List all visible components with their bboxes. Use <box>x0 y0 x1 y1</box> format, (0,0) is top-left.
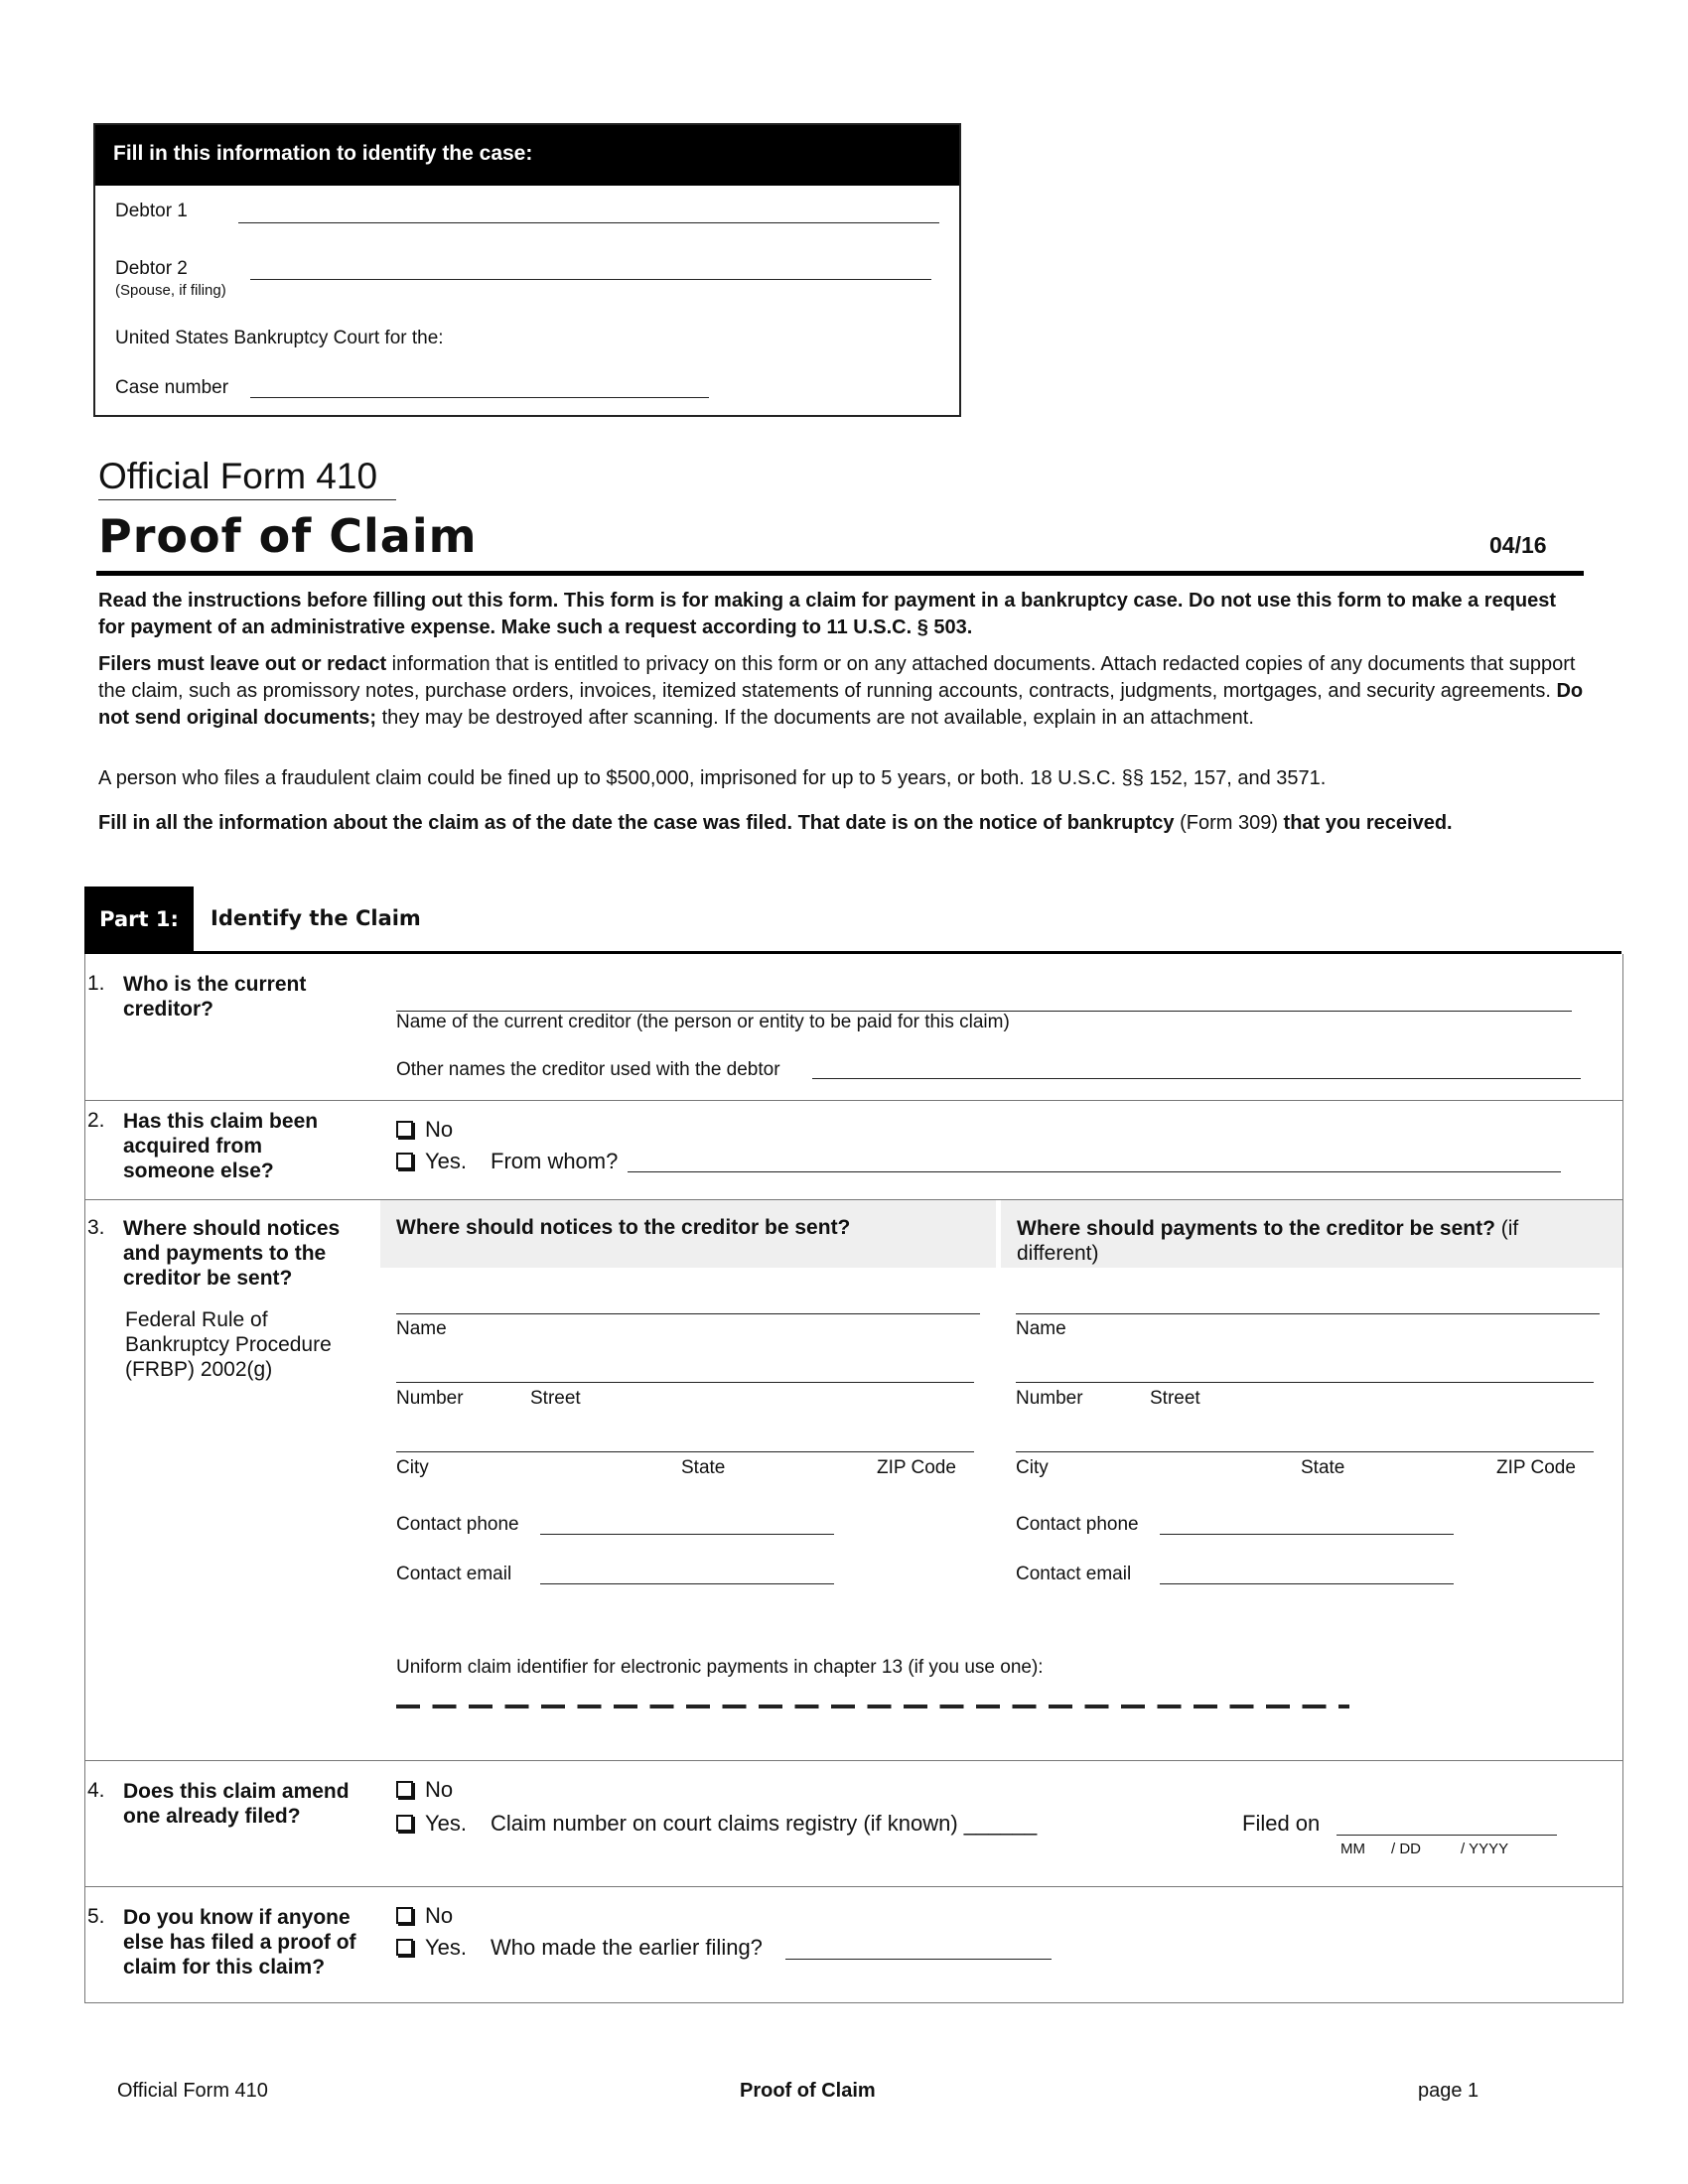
redact-notice: Filers must leave out or redact <box>98 653 387 675</box>
payments-name-label: Name <box>1016 1318 1066 1339</box>
notices-name-label: Name <box>396 1318 447 1339</box>
mm-label: MM <box>1340 1841 1365 1857</box>
q4-text: Does this claim amend one already filed? <box>123 1780 350 1828</box>
q2-yes-checkbox[interactable] <box>396 1153 413 1169</box>
q4-no-checkbox[interactable] <box>396 1781 413 1798</box>
q5-no-option[interactable] <box>396 1903 453 1929</box>
notices-phone-field[interactable] <box>540 1534 834 1535</box>
notices-number-label: Number <box>396 1388 464 1409</box>
q2-yes-option[interactable] <box>396 1149 467 1174</box>
q5-yes-checkbox[interactable] <box>396 1939 413 1956</box>
intro-paragraph-1: Read the instructions before filling out this form. This form is for making a claim for payment in a bankruptcy case. Do not use this form to make a request for payment of an administrative expense. Make such a request according to 11 U.S.C. § 503. <box>98 590 1557 638</box>
notices-header <box>380 1200 996 1268</box>
payments-phone-field[interactable] <box>1160 1534 1454 1535</box>
q5-yes-option[interactable] <box>396 1935 467 1961</box>
payments-email-field[interactable] <box>1160 1583 1454 1584</box>
uniform-claim-field[interactable] <box>396 1705 1349 1708</box>
notices-header-text: Where should notices to the creditor be sent? <box>396 1216 851 1239</box>
payments-phone-label: Contact phone <box>1016 1514 1139 1535</box>
q2-no-option[interactable] <box>396 1117 453 1143</box>
part1-title: Identify the Claim <box>211 906 421 930</box>
court-label: United States Bankruptcy Court for the: <box>115 328 444 348</box>
debtor1-label: Debtor 1 <box>115 201 188 221</box>
q5-no-label: No <box>425 1903 454 1928</box>
q4-number: 4. <box>87 1779 105 1802</box>
notices-city-label: City <box>396 1457 429 1478</box>
q2-text: Has this claim been acquired from someone else? <box>123 1110 319 1182</box>
question-5-row <box>84 1887 1623 2003</box>
q2-no-label: No <box>425 1117 454 1142</box>
q1-text: Who is the current creditor? <box>123 973 307 1021</box>
payments-city-label: City <box>1016 1457 1049 1478</box>
notices-street-field[interactable] <box>396 1382 974 1383</box>
earlier-filing-label: Who made the earlier filing? <box>491 1935 763 1960</box>
title-rule <box>96 571 1584 576</box>
uniform-claim-label: Uniform claim identifier for electronic payments in chapter 13 (if you use one): <box>396 1657 1044 1678</box>
q4-yes-option[interactable] <box>396 1811 467 1837</box>
payments-name-field[interactable] <box>1016 1313 1600 1314</box>
payments-city-field[interactable] <box>1016 1451 1594 1452</box>
from-whom-field[interactable] <box>628 1171 1561 1172</box>
other-names-label: Other names the creditor used with the debtor <box>396 1059 780 1080</box>
filed-on-field[interactable] <box>1336 1835 1557 1836</box>
form-date: 04/16 <box>1489 532 1547 558</box>
q4-no-option[interactable] <box>396 1777 453 1803</box>
payments-email-label: Contact email <box>1016 1564 1132 1584</box>
payments-street-label: Street <box>1150 1388 1200 1409</box>
payments-street-field[interactable] <box>1016 1382 1594 1383</box>
payments-header-bold: Where should payments to the creditor be sent? <box>1017 1217 1495 1240</box>
notices-email-field[interactable] <box>540 1583 834 1584</box>
q1-number: 1. <box>87 972 105 995</box>
payments-zip-label: ZIP Code <box>1496 1457 1576 1478</box>
form-name: Official Form 410 <box>98 456 396 500</box>
q4-no-label: No <box>425 1777 454 1802</box>
filed-on-label: Filed on <box>1242 1811 1321 1836</box>
notices-email-label: Contact email <box>396 1564 512 1584</box>
q3-text: Where should notices and payments to the creditor be sent? <box>123 1217 341 1290</box>
notices-zip-label: ZIP Code <box>877 1457 956 1478</box>
q5-no-checkbox[interactable] <box>396 1907 413 1924</box>
debtor2-field[interactable] <box>250 279 931 280</box>
from-whom-label: From whom? <box>491 1149 619 1173</box>
form-309: (Form 309) <box>1174 812 1284 834</box>
dd-label: / DD <box>1391 1841 1421 1857</box>
notices-state-label: State <box>681 1457 726 1478</box>
footer-page-number: page 1 <box>1418 2080 1479 2102</box>
notices-street-label: Street <box>530 1388 581 1409</box>
payments-number-label: Number <box>1016 1388 1083 1409</box>
frbp-rule: Federal Rule of Bankruptcy Procedure (FRBP) 2002(g) <box>125 1308 332 1381</box>
debtor2-note: (Spouse, if filing) <box>115 282 226 299</box>
case-number-field[interactable] <box>250 397 709 398</box>
other-names-field[interactable] <box>812 1078 1581 1079</box>
part1-label: Part 1: <box>84 887 194 952</box>
question-3-row <box>84 1200 1623 1761</box>
payments-header-note: (if different) <box>1017 1217 1519 1265</box>
question-4-row <box>84 1761 1623 1887</box>
q3-number: 3. <box>87 1216 105 1239</box>
fill-notice: Fill in all the information about the claim as of the date the case was filed. That date is on the notice of bankruptcy <box>98 812 1175 834</box>
claim-number-label: Claim number on court claims registry (if known) ______ <box>491 1811 1038 1836</box>
payments-header-text <box>1017 1216 1603 1266</box>
earlier-filing-field[interactable] <box>785 1959 1052 1960</box>
yyyy-label: / YYYY <box>1461 1841 1509 1857</box>
debtor1-field[interactable] <box>238 222 939 223</box>
q5-number: 5. <box>87 1905 105 1928</box>
originals-text: they may be destroyed after scanning. If the documents are not available, explain in an attachment. <box>376 707 1254 729</box>
intro-paragraph-3: A person who files a fraudulent claim could be fined up to $500,000, imprisoned for up to 5 years, or both. 18 U.S.C. §§ 152, 157, and 3571. <box>98 767 1327 789</box>
footer-form-name: Official Form 410 <box>117 2080 268 2102</box>
notices-phone-label: Contact phone <box>396 1514 519 1535</box>
payments-header <box>1001 1200 1622 1268</box>
q2-yes-label: Yes. <box>425 1149 468 1173</box>
q4-yes-label: Yes. <box>425 1811 468 1836</box>
case-info-box <box>93 123 961 417</box>
notices-name-field[interactable] <box>396 1313 980 1314</box>
creditor-name-label: Name of the current creditor (the person or entity to be paid for this claim) <box>396 1012 1010 1032</box>
intro-paragraph-4 <box>98 812 1618 835</box>
notices-city-field[interactable] <box>396 1451 974 1452</box>
q5-text: Do you know if anyone else has filed a proof of claim for this claim? <box>123 1906 356 1979</box>
question-1-row <box>84 954 1623 1101</box>
q2-no-checkbox[interactable] <box>396 1121 413 1138</box>
fill-notice-end: that you received. <box>1283 812 1453 834</box>
q4-yes-checkbox[interactable] <box>396 1815 413 1832</box>
originals-notice: Do not send original documents; <box>98 680 1584 729</box>
q2-number: 2. <box>87 1109 105 1132</box>
case-box-header: Fill in this information to identify the case: <box>95 125 959 186</box>
payments-state-label: State <box>1301 1457 1345 1478</box>
footer-title: Proof of Claim <box>740 2080 876 2102</box>
redact-text: information that is entitled to privacy on this form or on any attached documents. Attach redacted copies of any documents that support the claim, such as promissory notes, purchase orders, invoices, itemized statements of running accounts, contracts, judgments, mortgages, and security agreements. <box>98 653 1576 702</box>
q5-yes-label: Yes. <box>425 1935 468 1960</box>
intro-paragraph-2 <box>98 651 1588 732</box>
case-number-label: Case number <box>115 377 229 398</box>
question-2-row <box>84 1101 1623 1200</box>
debtor2-label: Debtor 2 <box>115 258 188 279</box>
page-title: Proof of Claim <box>98 509 478 563</box>
